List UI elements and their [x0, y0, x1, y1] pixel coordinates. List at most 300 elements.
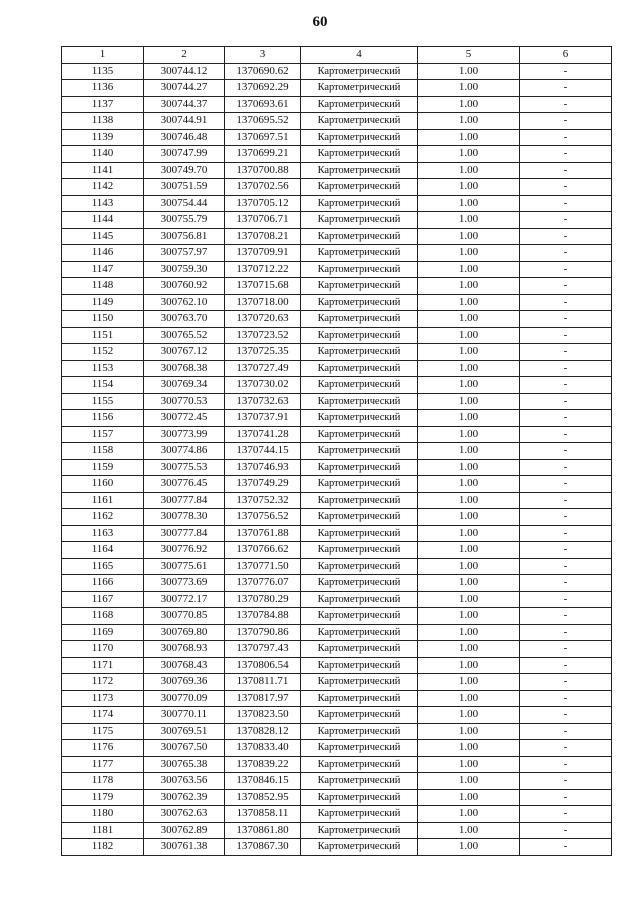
- table-cell: 1.00: [418, 80, 520, 97]
- table-cell: 1169: [62, 624, 144, 641]
- table-cell: Картометрический: [301, 476, 418, 493]
- table-cell: Картометрический: [301, 789, 418, 806]
- table-row: [62, 80, 612, 97]
- table-cell: 300768.38: [144, 360, 225, 377]
- table-row: [62, 228, 612, 245]
- table-row: [62, 179, 612, 196]
- table-cell: 1.00: [418, 162, 520, 179]
- table-cell: 1370756.52: [225, 509, 301, 526]
- table-cell: Картометрический: [301, 459, 418, 476]
- table-row: [62, 558, 612, 575]
- table-row: [62, 740, 612, 757]
- table-cell: 300744.27: [144, 80, 225, 97]
- table-cell: 1.00: [418, 212, 520, 229]
- table-row: [62, 129, 612, 146]
- table-row: [62, 344, 612, 361]
- table-cell: -: [520, 608, 612, 625]
- table-cell: Картометрический: [301, 360, 418, 377]
- table-row: [62, 657, 612, 674]
- table-cell: 300768.43: [144, 657, 225, 674]
- table-cell: -: [520, 773, 612, 790]
- table-cell: 1.00: [418, 294, 520, 311]
- table-cell: 1.00: [418, 179, 520, 196]
- table-cell: -: [520, 641, 612, 658]
- table-cell: 1370771.50: [225, 558, 301, 575]
- table-cell: 1171: [62, 657, 144, 674]
- table-cell: 300757.97: [144, 245, 225, 262]
- table-row: [62, 278, 612, 295]
- table-cell: 1172: [62, 674, 144, 691]
- table-cell: 300770.09: [144, 690, 225, 707]
- table-cell: 1370817.97: [225, 690, 301, 707]
- table-cell: Картометрический: [301, 146, 418, 163]
- table-cell: -: [520, 690, 612, 707]
- table-cell: 1.00: [418, 839, 520, 856]
- table-cell: 1.00: [418, 707, 520, 724]
- column-header: 3: [225, 47, 301, 64]
- table-cell: 1175: [62, 723, 144, 740]
- table-cell: -: [520, 410, 612, 427]
- table-cell: 1.00: [418, 360, 520, 377]
- table-row: [62, 113, 612, 130]
- table-cell: Картометрический: [301, 525, 418, 542]
- table-row: [62, 690, 612, 707]
- table-cell: 1370811.71: [225, 674, 301, 691]
- table-cell: Картометрический: [301, 591, 418, 608]
- table-cell: -: [520, 195, 612, 212]
- table-cell: 300769.80: [144, 624, 225, 641]
- table-cell: 1370715.68: [225, 278, 301, 295]
- table-cell: 1.00: [418, 756, 520, 773]
- table-cell: Картометрический: [301, 492, 418, 509]
- table-cell: 1176: [62, 740, 144, 757]
- table-cell: Картометрический: [301, 558, 418, 575]
- table-cell: -: [520, 245, 612, 262]
- table-cell: -: [520, 789, 612, 806]
- table-cell: Картометрический: [301, 162, 418, 179]
- table-cell: 1166: [62, 575, 144, 592]
- table-cell: Картометрический: [301, 624, 418, 641]
- page-number: 60: [312, 14, 328, 30]
- table-cell: Картометрический: [301, 822, 418, 839]
- table-cell: 1370693.61: [225, 96, 301, 113]
- table-cell: 1.00: [418, 459, 520, 476]
- table-cell: 1.00: [418, 657, 520, 674]
- table-cell: 1140: [62, 146, 144, 163]
- table-cell: 300760.92: [144, 278, 225, 295]
- table-cell: 1141: [62, 162, 144, 179]
- table-cell: Картометрический: [301, 278, 418, 295]
- table-row: [62, 756, 612, 773]
- table-cell: 300767.50: [144, 740, 225, 757]
- table-cell: 300767.12: [144, 344, 225, 361]
- table-cell: 1.00: [418, 228, 520, 245]
- table-cell: -: [520, 459, 612, 476]
- table-row: [62, 822, 612, 839]
- table-cell: 300762.89: [144, 822, 225, 839]
- table-cell: -: [520, 129, 612, 146]
- column-header: 4: [301, 47, 418, 64]
- table-cell: 1370780.29: [225, 591, 301, 608]
- table-cell: 1.00: [418, 377, 520, 394]
- table-cell: 1181: [62, 822, 144, 839]
- table-cell: 300769.51: [144, 723, 225, 740]
- table-cell: 300778.30: [144, 509, 225, 526]
- table-cell: 1370806.54: [225, 657, 301, 674]
- table-row: [62, 509, 612, 526]
- coordinates-table: [61, 46, 612, 856]
- table-cell: 1135: [62, 63, 144, 80]
- table-cell: 1370776.07: [225, 575, 301, 592]
- table-cell: 1.00: [418, 245, 520, 262]
- table-cell: 300772.17: [144, 591, 225, 608]
- table-cell: 1164: [62, 542, 144, 559]
- column-header: 5: [418, 47, 520, 64]
- table-cell: Картометрический: [301, 426, 418, 443]
- table-cell: 1370761.88: [225, 525, 301, 542]
- table-cell: 1.00: [418, 113, 520, 130]
- table-cell: 1370741.28: [225, 426, 301, 443]
- table-cell: 1156: [62, 410, 144, 427]
- table-cell: 1148: [62, 278, 144, 295]
- table-cell: 1143: [62, 195, 144, 212]
- table-cell: 1.00: [418, 327, 520, 344]
- table-cell: 1370744.15: [225, 443, 301, 460]
- table-cell: Картометрический: [301, 80, 418, 97]
- table-row: [62, 195, 612, 212]
- table-cell: 1370858.11: [225, 806, 301, 823]
- table-row: [62, 146, 612, 163]
- table-cell: 1370695.52: [225, 113, 301, 130]
- table-row: [62, 575, 612, 592]
- table-cell: -: [520, 179, 612, 196]
- table-cell: Картометрический: [301, 839, 418, 856]
- table-cell: Картометрический: [301, 756, 418, 773]
- table-cell: -: [520, 212, 612, 229]
- table-cell: Картометрический: [301, 509, 418, 526]
- table-cell: 1.00: [418, 443, 520, 460]
- table-row: [62, 707, 612, 724]
- column-header: 1: [62, 47, 144, 64]
- table-cell: Картометрический: [301, 377, 418, 394]
- table-row: [62, 311, 612, 328]
- table-cell: 1.00: [418, 591, 520, 608]
- table-cell: 1370720.63: [225, 311, 301, 328]
- table-cell: 1370699.21: [225, 146, 301, 163]
- table-cell: 300746.48: [144, 129, 225, 146]
- table-cell: -: [520, 657, 612, 674]
- table-row: [62, 591, 612, 608]
- table-cell: -: [520, 839, 612, 856]
- table-cell: Картометрический: [301, 327, 418, 344]
- table-cell: 300744.12: [144, 63, 225, 80]
- table-cell: 300777.84: [144, 525, 225, 542]
- table-cell: 1138: [62, 113, 144, 130]
- table-cell: 300749.70: [144, 162, 225, 179]
- table-cell: -: [520, 822, 612, 839]
- table-cell: 300768.93: [144, 641, 225, 658]
- table-cell: 1165: [62, 558, 144, 575]
- table-cell: 1146: [62, 245, 144, 262]
- table-cell: Картометрический: [301, 723, 418, 740]
- table-cell: Картометрический: [301, 179, 418, 196]
- table-cell: 1174: [62, 707, 144, 724]
- table-cell: 300755.79: [144, 212, 225, 229]
- table-cell: 1.00: [418, 492, 520, 509]
- table-cell: 1370797.43: [225, 641, 301, 658]
- table-row: [62, 492, 612, 509]
- table-cell: Картометрический: [301, 410, 418, 427]
- table-cell: 1168: [62, 608, 144, 625]
- table-cell: 1180: [62, 806, 144, 823]
- table-cell: 300773.99: [144, 426, 225, 443]
- table-cell: 1370839.22: [225, 756, 301, 773]
- table-cell: 1162: [62, 509, 144, 526]
- table-row: [62, 294, 612, 311]
- table-cell: 1.00: [418, 195, 520, 212]
- table-cell: -: [520, 63, 612, 80]
- table-cell: -: [520, 278, 612, 295]
- table-cell: 1154: [62, 377, 144, 394]
- table-cell: 1179: [62, 789, 144, 806]
- table-cell: 1370823.50: [225, 707, 301, 724]
- table-cell: 1.00: [418, 261, 520, 278]
- table-cell: 1150: [62, 311, 144, 328]
- table-cell: 1370833.40: [225, 740, 301, 757]
- table-cell: 1.00: [418, 624, 520, 641]
- table-cell: -: [520, 146, 612, 163]
- table-cell: 1370828.12: [225, 723, 301, 740]
- table-cell: Картометрический: [301, 245, 418, 262]
- table-cell: 1.00: [418, 476, 520, 493]
- table-cell: 1370705.12: [225, 195, 301, 212]
- table-cell: -: [520, 443, 612, 460]
- table-row: [62, 459, 612, 476]
- table-cell: -: [520, 327, 612, 344]
- table-cell: Картометрический: [301, 690, 418, 707]
- table-cell: 1160: [62, 476, 144, 493]
- table-cell: 1144: [62, 212, 144, 229]
- table-row: [62, 261, 612, 278]
- table-cell: 1149: [62, 294, 144, 311]
- table-cell: 1167: [62, 591, 144, 608]
- table-cell: -: [520, 80, 612, 97]
- table-row: [62, 410, 612, 427]
- table-cell: 1.00: [418, 542, 520, 559]
- table-cell: -: [520, 806, 612, 823]
- table-cell: -: [520, 723, 612, 740]
- table-cell: 1370737.91: [225, 410, 301, 427]
- table-cell: 1178: [62, 773, 144, 790]
- table-row: [62, 96, 612, 113]
- table-row: [62, 377, 612, 394]
- table-cell: 1151: [62, 327, 144, 344]
- table-cell: 1142: [62, 179, 144, 196]
- table-cell: Картометрический: [301, 129, 418, 146]
- table-cell: Картометрический: [301, 228, 418, 245]
- table-cell: -: [520, 509, 612, 526]
- table-cell: 1.00: [418, 96, 520, 113]
- table-cell: -: [520, 707, 612, 724]
- table-cell: 1157: [62, 426, 144, 443]
- table-cell: 1370700.88: [225, 162, 301, 179]
- table-cell: -: [520, 228, 612, 245]
- table-cell: 1.00: [418, 426, 520, 443]
- table-cell: 300744.37: [144, 96, 225, 113]
- table-row: [62, 327, 612, 344]
- table-cell: 1370706.71: [225, 212, 301, 229]
- table-cell: Картометрический: [301, 740, 418, 757]
- table-cell: 1.00: [418, 278, 520, 295]
- table-cell: 1370709.91: [225, 245, 301, 262]
- table-cell: 1370690.62: [225, 63, 301, 80]
- table-cell: -: [520, 674, 612, 691]
- table-cell: 1136: [62, 80, 144, 97]
- table-cell: 1.00: [418, 806, 520, 823]
- table-row: [62, 426, 612, 443]
- table-cell: 1370790.86: [225, 624, 301, 641]
- table-cell: 1370732.63: [225, 393, 301, 410]
- table-cell: 300747.99: [144, 146, 225, 163]
- table-row: [62, 212, 612, 229]
- table-row: [62, 641, 612, 658]
- table-cell: 1152: [62, 344, 144, 361]
- table-cell: -: [520, 113, 612, 130]
- table-cell: Картометрический: [301, 311, 418, 328]
- table-cell: 1370749.29: [225, 476, 301, 493]
- table-row: [62, 360, 612, 377]
- table-cell: 1.00: [418, 63, 520, 80]
- table-cell: -: [520, 261, 612, 278]
- table-cell: Картометрический: [301, 195, 418, 212]
- table-cell: 300763.70: [144, 311, 225, 328]
- table-cell: -: [520, 96, 612, 113]
- table-cell: Картометрический: [301, 393, 418, 410]
- table-cell: 300777.84: [144, 492, 225, 509]
- table-cell: 1159: [62, 459, 144, 476]
- table-cell: Картометрический: [301, 261, 418, 278]
- table-cell: 300759.30: [144, 261, 225, 278]
- table-cell: -: [520, 344, 612, 361]
- table-cell: Картометрический: [301, 707, 418, 724]
- table-cell: 1.00: [418, 575, 520, 592]
- table-cell: 1145: [62, 228, 144, 245]
- table-cell: 1163: [62, 525, 144, 542]
- table-cell: -: [520, 294, 612, 311]
- table-cell: 1370746.93: [225, 459, 301, 476]
- table-cell: 1.00: [418, 822, 520, 839]
- table-cell: 1370861.80: [225, 822, 301, 839]
- table-row: [62, 624, 612, 641]
- table-cell: 300774.86: [144, 443, 225, 460]
- table-cell: 300770.11: [144, 707, 225, 724]
- table-cell: 300773.69: [144, 575, 225, 592]
- table-cell: 1137: [62, 96, 144, 113]
- table-cell: 300754.44: [144, 195, 225, 212]
- table-cell: 1.00: [418, 393, 520, 410]
- table-cell: 1.00: [418, 690, 520, 707]
- table-cell: 1370725.35: [225, 344, 301, 361]
- table-cell: -: [520, 492, 612, 509]
- table-cell: Картометрический: [301, 806, 418, 823]
- table-cell: 300775.53: [144, 459, 225, 476]
- table-cell: 1370846.15: [225, 773, 301, 790]
- table-cell: 1.00: [418, 344, 520, 361]
- table-cell: 1370867.30: [225, 839, 301, 856]
- table-cell: 1158: [62, 443, 144, 460]
- table-cell: Картометрический: [301, 608, 418, 625]
- table-cell: 1370718.00: [225, 294, 301, 311]
- table-cell: 300763.56: [144, 773, 225, 790]
- table-cell: 1.00: [418, 525, 520, 542]
- table-cell: Картометрический: [301, 575, 418, 592]
- table-cell: Картометрический: [301, 96, 418, 113]
- table-cell: 1.00: [418, 509, 520, 526]
- table-cell: 1161: [62, 492, 144, 509]
- table-cell: -: [520, 558, 612, 575]
- table-cell: -: [520, 393, 612, 410]
- table-cell: -: [520, 525, 612, 542]
- table-cell: 1370727.49: [225, 360, 301, 377]
- table-cell: 300769.36: [144, 674, 225, 691]
- table-cell: 300751.59: [144, 179, 225, 196]
- table-cell: -: [520, 756, 612, 773]
- table-cell: Картометрический: [301, 657, 418, 674]
- table-cell: 1370712.22: [225, 261, 301, 278]
- table-row: [62, 162, 612, 179]
- table-row: [62, 393, 612, 410]
- table-cell: 1173: [62, 690, 144, 707]
- table-cell: 300772.45: [144, 410, 225, 427]
- table-cell: 1370730.02: [225, 377, 301, 394]
- table-cell: 1153: [62, 360, 144, 377]
- table-cell: -: [520, 624, 612, 641]
- table-cell: 300744.91: [144, 113, 225, 130]
- table-cell: Картометрический: [301, 113, 418, 130]
- table-cell: 300762.10: [144, 294, 225, 311]
- table-cell: 300761.38: [144, 839, 225, 856]
- table-cell: 300776.45: [144, 476, 225, 493]
- table-cell: -: [520, 162, 612, 179]
- table-cell: 1147: [62, 261, 144, 278]
- table-cell: 1370708.21: [225, 228, 301, 245]
- table-cell: -: [520, 542, 612, 559]
- table-cell: Картометрический: [301, 443, 418, 460]
- table-cell: -: [520, 575, 612, 592]
- table-row: [62, 525, 612, 542]
- table-cell: 1139: [62, 129, 144, 146]
- table-cell: Картометрический: [301, 641, 418, 658]
- table-row: [62, 806, 612, 823]
- table-row: [62, 674, 612, 691]
- table-cell: 1370723.52: [225, 327, 301, 344]
- table-cell: 1370697.51: [225, 129, 301, 146]
- table-cell: 1370766.62: [225, 542, 301, 559]
- table-cell: 1.00: [418, 558, 520, 575]
- table-cell: 1.00: [418, 789, 520, 806]
- table-cell: Картометрический: [301, 773, 418, 790]
- table-row: [62, 789, 612, 806]
- column-header: 2: [144, 47, 225, 64]
- table-cell: 1.00: [418, 311, 520, 328]
- table-cell: -: [520, 377, 612, 394]
- table-cell: 1.00: [418, 608, 520, 625]
- table-cell: 1.00: [418, 129, 520, 146]
- table-cell: 300765.38: [144, 756, 225, 773]
- table-header-row: [62, 47, 612, 64]
- table-cell: -: [520, 426, 612, 443]
- table-cell: Картометрический: [301, 674, 418, 691]
